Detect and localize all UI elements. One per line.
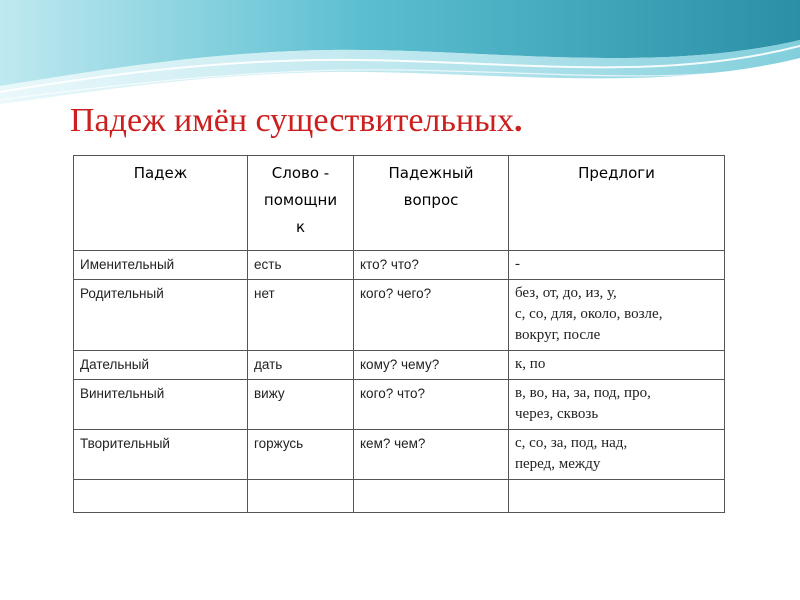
table-header-row <box>74 156 725 251</box>
cell-question: кто? что? <box>354 251 509 280</box>
header-question-line: Падежный <box>388 164 474 182</box>
cell-case: Родительный <box>74 280 248 351</box>
table-row <box>74 251 725 280</box>
cell-case: Винительный <box>74 380 248 430</box>
cell-case: Творительный <box>74 430 248 480</box>
slide-title-text: Падеж имён существительных <box>70 102 514 139</box>
header-question-line: вопрос <box>403 191 459 209</box>
table-row <box>74 430 725 480</box>
cell-question: кому? чему? <box>354 351 509 380</box>
header-helper-line: к <box>295 218 306 236</box>
table-row-empty <box>74 480 725 513</box>
cell-prepositions: с, со, за, под, над, перед, между <box>509 430 725 480</box>
header-helper-line: помощни <box>263 191 338 209</box>
cell-question: кем? чем? <box>354 430 509 480</box>
cell-case: Дательный <box>74 351 248 380</box>
header-helper-line: Слово - <box>271 164 330 182</box>
cell-prepositions: к, по <box>509 351 725 380</box>
table-row <box>74 351 725 380</box>
header-case: Падеж <box>74 156 248 251</box>
cell-helper: горжусь <box>248 430 354 480</box>
cell-helper <box>248 480 354 513</box>
cell-question: кого? чего? <box>354 280 509 351</box>
cell-prepositions: без, от, до, из, у, с, со, для, около, возле, вокруг, после <box>509 280 725 351</box>
cell-prepositions: - <box>509 251 725 280</box>
cell-question: кого? что? <box>354 380 509 430</box>
cell-helper: дать <box>248 351 354 380</box>
cell-prepositions: в, во, на, за, под, про, через, сквозь <box>509 380 725 430</box>
header-case-question <box>354 156 509 251</box>
header-prepositions: Предлоги <box>509 156 725 251</box>
cell-case <box>74 480 248 513</box>
cell-case: Именительный <box>74 251 248 280</box>
table-row <box>74 380 725 430</box>
cell-helper: вижу <box>248 380 354 430</box>
cell-helper: есть <box>248 251 354 280</box>
cell-helper: нет <box>248 280 354 351</box>
table-row <box>74 280 725 351</box>
cell-prepositions <box>509 480 725 513</box>
slide-title-period: . <box>513 102 523 139</box>
cell-question <box>354 480 509 513</box>
noun-cases-table <box>73 155 725 513</box>
header-helper-word <box>248 156 354 251</box>
slide-title <box>70 102 522 140</box>
